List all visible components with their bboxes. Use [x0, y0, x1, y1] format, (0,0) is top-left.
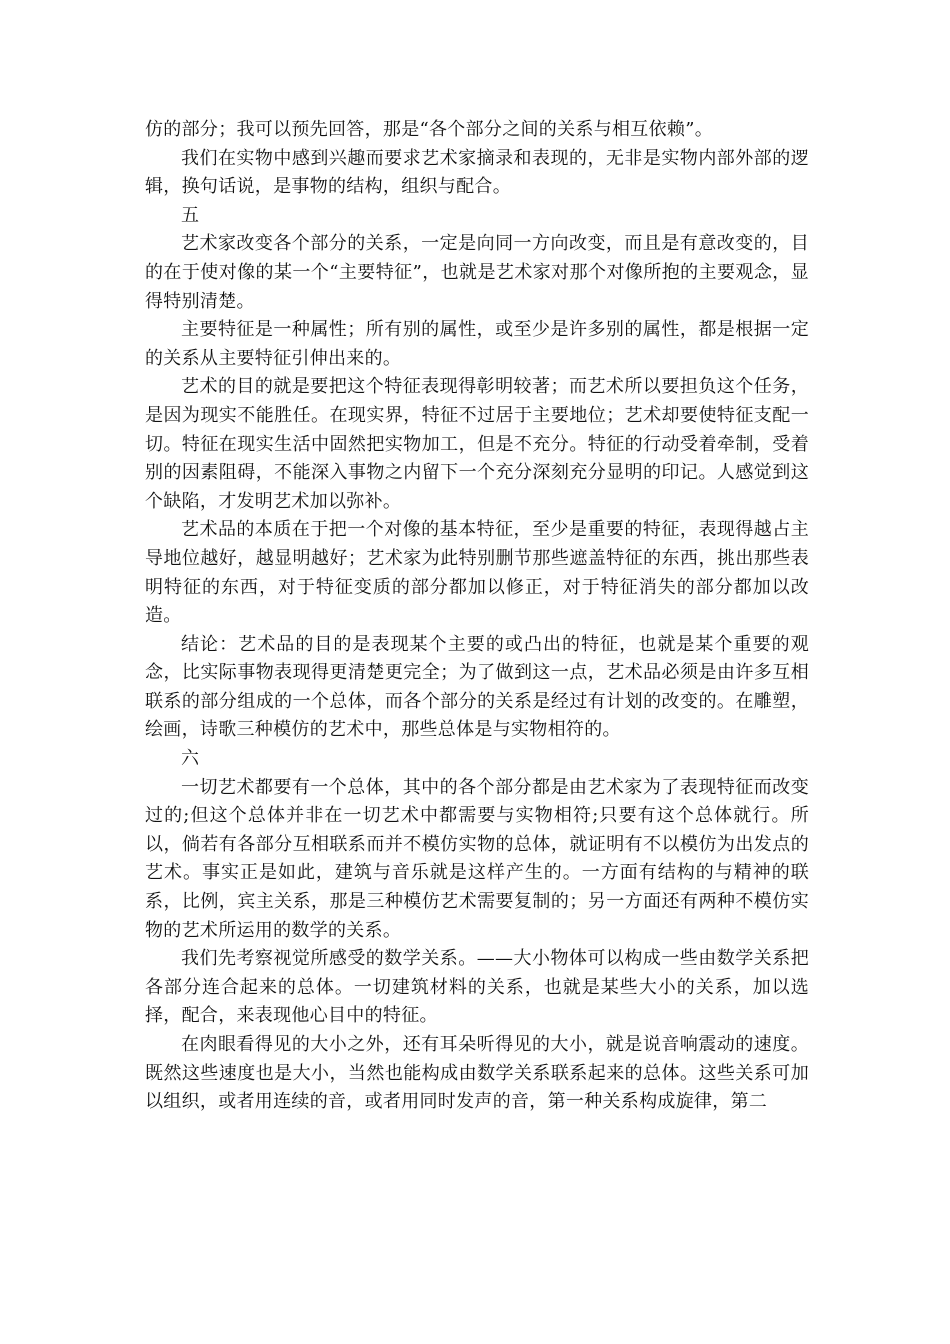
- paragraph: 我们在实物中感到兴趣而要求艺术家摘录和表现的，无非是实物内部外部的逻辑，换句话说，是事物的结构，组织与配合。: [145, 147, 809, 198]
- paragraph: 艺术家改变各个部分的关系，一定是向同一方向改变，而且是有意改变的，目的在于使对像的某一个“主要特征”，也就是艺术家对那个对像所抱的主要观念，显得特别清楚。: [145, 233, 809, 312]
- document-page: [145, 116, 809, 1117]
- paragraph: 艺术的目的就是要把这个特征表现得彰明较著；而艺术所以要担负这个任务，是因为现实不能胜任。在现实界，特征不过居于主要地位；艺术却要使特征支配一切。特征在现实生活中固然把实物加工，但是不充分。特征的行动受着牵制，受着别的因素阻碍，不能深入事物之内留下一个充分深刻充分显明的印记。人感觉到这个缺陷，才发明艺术加以弥补。: [145, 376, 809, 512]
- section-heading-six: 六: [181, 748, 200, 770]
- paragraph-conclusion: 结论：艺术品的目的是表现某个主要的或凸出的特征，也就是某个重要的观念，比实际事物表现得更清楚更完全；为了做到这一点，艺术品必须是由许多互相联系的部分组成的一个总体，而各个部分的关系是经过有计划的改变的。在雕塑，绘画，诗歌三种模仿的艺术中，那些总体是与实物相符的。: [145, 633, 809, 741]
- paragraph-continuation: 仿的部分；我可以预先回答，那是“各个部分之间的关系与相互依赖”。: [145, 119, 714, 140]
- paragraph: 在肉眼看得见的大小之外，还有耳朵听得见的大小，就是说音响震动的速度。既然这些速度也是大小，当然也能构成由数学关系联系起来的总体。这些关系可加以组织，或者用连续的音，或者用同时发声的音，第一种关系构成旋律，第二: [145, 1034, 809, 1113]
- paragraph: 一切艺术都要有一个总体，其中的各个部分都是由艺术家为了表现特征而改变过的;但这个总体并非在一切艺术中都需要与实物相符;只要有这个总体就行。所以，倘若有各部分互相联系而并不模仿实物的总体，就证明有不以模仿为出发点的艺术。事实正是如此，建筑与音乐就是这样产生的。一方面有结构的与精神的联系，比例，宾主关系，那是三种模仿艺术需要复制的；另一方面还有两种不模仿实物的艺术所运用的数学的关系。: [145, 776, 809, 941]
- section-heading-five: 五: [181, 204, 200, 226]
- paragraph: 艺术品的本质在于把一个对像的基本特征，至少是重要的特征，表现得越占主导地位越好，越显明越好；艺术家为此特别删节那些遮盖特征的东西，挑出那些表明特征的东西，对于特征变质的部分都加以修正，对于特征消失的部分都加以改造。: [145, 519, 809, 627]
- paragraph: 主要特征是一种属性；所有别的属性，或至少是许多别的属性，都是根据一定的关系从主要特征引伸出来的。: [145, 319, 809, 369]
- paragraph: 我们先考察视觉所感受的数学关系。——大小物体可以构成一些由数学关系把各部分连合起来的总体。一切建筑材料的关系，也就是某些大小的关系，加以选择，配合，来表现他心目中的特征。: [145, 948, 809, 1027]
